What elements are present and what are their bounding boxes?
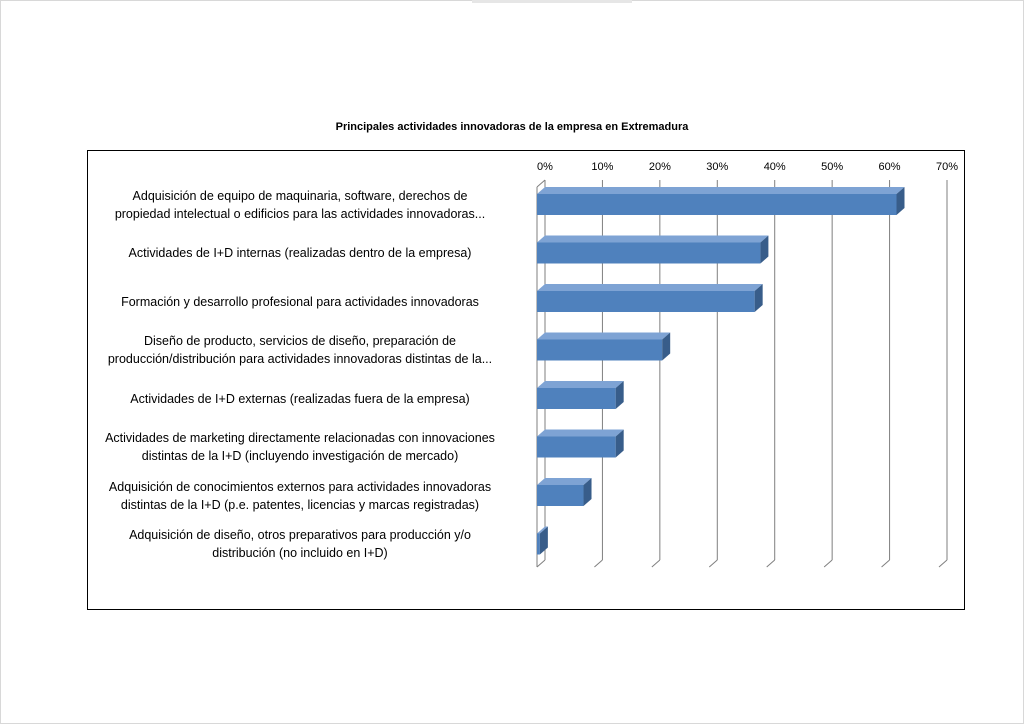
gridline-floor bbox=[824, 560, 832, 567]
tick-label: 10% bbox=[591, 161, 614, 173]
tick-label: 20% bbox=[648, 161, 671, 173]
category-label-line: Actividades de I+D externas (realizadas fuera de la empresa) bbox=[130, 391, 470, 406]
tick-label: 0% bbox=[537, 161, 553, 173]
gridline-floor bbox=[594, 560, 602, 567]
bar-top-face bbox=[537, 333, 670, 340]
tick-label: 30% bbox=[706, 161, 729, 173]
category-label-line: propiedad intelectual o edificios para las actividades innovadoras... bbox=[114, 206, 486, 221]
axis-corner-line bbox=[537, 180, 545, 187]
bar bbox=[537, 340, 662, 361]
category-label-line: distintas de la I+D (p.e. patentes, licencias y marcas registradas) bbox=[120, 497, 480, 512]
gridline-floor bbox=[939, 560, 947, 567]
bar-top-face bbox=[537, 236, 768, 243]
category-label-line: Actividades de I+D internas (realizadas dentro de la empresa) bbox=[128, 246, 472, 260]
gridline-floor bbox=[709, 560, 717, 567]
category-label-line: Adquisición de conocimientos externos para actividades innovadoras bbox=[108, 479, 492, 494]
gridline-floor bbox=[882, 560, 890, 567]
bar bbox=[537, 243, 760, 264]
category-label-line: Formación y desarrollo profesional para actividades innovadoras bbox=[121, 294, 479, 309]
tick-label: 40% bbox=[763, 161, 786, 173]
category-label-line: Actividades de marketing directamente relacionadas con innovaciones bbox=[105, 431, 495, 445]
chart-title: Principales actividades innovadoras de la empresa en Extremadura bbox=[335, 121, 689, 133]
category-label-line: producción/distribución para actividades innovadoras distintas de la... bbox=[107, 352, 493, 366]
tick-label: 70% bbox=[935, 161, 959, 173]
bar bbox=[537, 485, 584, 506]
gridline-floor bbox=[537, 560, 545, 567]
category-label-line: Adquisición de diseño, otros preparativos para producción y/o bbox=[129, 528, 471, 542]
bar bbox=[537, 534, 540, 555]
category-label-line: distribución (no incluido en I+D) bbox=[212, 546, 388, 560]
tick-label: 60% bbox=[878, 161, 901, 173]
bar-top-face bbox=[537, 187, 905, 194]
bar-top-face bbox=[537, 430, 624, 437]
bar bbox=[537, 194, 897, 215]
category-label-line: Diseño de producto, servicios de diseño, preparación de bbox=[144, 334, 456, 348]
bar bbox=[537, 291, 755, 312]
category-label-line: Adquisición de equipo de maquinaria, software, derechos de bbox=[132, 188, 468, 203]
bar bbox=[537, 388, 616, 409]
gridline-floor bbox=[767, 560, 775, 567]
bar bbox=[537, 437, 616, 458]
bar-top-face bbox=[537, 381, 624, 388]
bar-top-face bbox=[537, 478, 592, 485]
category-label-line: distintas de la I+D (incluyendo investigación de mercado) bbox=[141, 449, 459, 463]
tick-label: 50% bbox=[821, 161, 844, 173]
bar-top-face bbox=[537, 284, 763, 291]
gridline-floor bbox=[652, 560, 660, 567]
